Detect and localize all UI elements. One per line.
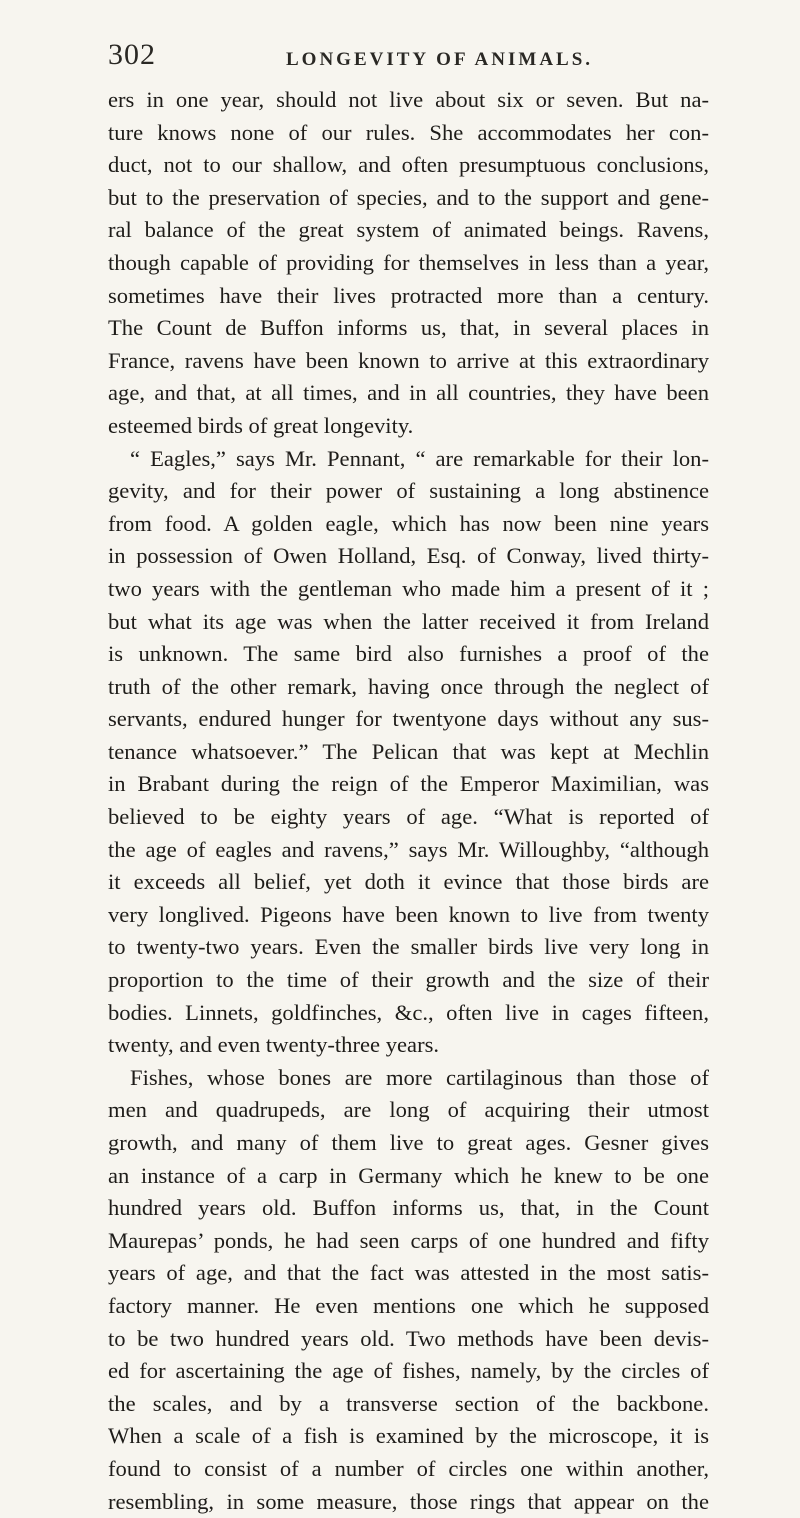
text-line: sometimes have their lives protracted more than a century.: [108, 282, 709, 308]
text-line: it exceeds all belief, yet doth it evince that those birds are: [108, 869, 709, 895]
page-number: 302: [108, 38, 156, 71]
text-line: but to the preservation of species, and to the support and gene-: [108, 184, 709, 210]
running-head: LONGEVITY OF ANIMALS.: [286, 49, 594, 70]
text-line: esteemed birds of great longevity.: [108, 412, 414, 438]
text-line: age, and that, at all times, and in all countries, they have been: [108, 380, 709, 406]
text-line: tenance whatsoever.” The Pelican that was kept at Mechlin: [108, 738, 709, 764]
text-line: proportion to the time of their growth and the size of their: [108, 967, 709, 993]
text-line: twenty, and even twenty-three years.: [108, 1032, 440, 1058]
text-line: ers in one year, should not live about six or seven. But na-: [108, 87, 709, 112]
text-line: an instance of a carp in Germany which he knew to be one: [108, 1162, 709, 1188]
text-line: to twenty-two years. Even the smaller birds live very long in: [108, 934, 709, 960]
text-line: from food. A golden eagle, which has now been nine years: [108, 510, 709, 536]
text-line: truth of the other remark, having once through the neglect of: [108, 673, 709, 699]
text-line: factory manner. He even mentions one which he supposed: [108, 1292, 709, 1318]
text-line: gevity, and for their power of sustaining a long abstinence: [108, 478, 709, 504]
text-line: hundred years old. Buffon informs us, that, in the Count: [108, 1195, 709, 1221]
text-line: in possession of Owen Holland, Esq. of Conway, lived thirty-: [108, 543, 709, 569]
body-text: [108, 84, 709, 1518]
text-line: France, ravens have been known to arrive at this extraordinary: [108, 347, 709, 373]
text-line: “ Eagles,” says Mr. Pennant, “ are remarkable for their lon-: [130, 445, 709, 471]
text-line: the scales, and by a transverse section of the backbone.: [108, 1390, 709, 1416]
text-line: very longlived. Pigeons have been known to live from twenty: [108, 901, 709, 927]
text-line: two years with the gentleman who made him a present of it ;: [108, 575, 709, 601]
text-line: men and quadrupeds, are long of acquiring their utmost: [108, 1097, 709, 1123]
text-line: The Count de Buffon informs us, that, in several places in: [108, 315, 709, 341]
text-line: the age of eagles and ravens,” says Mr. Willoughby, “although: [108, 836, 709, 862]
text-line: but what its age was when the latter received it from Ireland: [108, 608, 709, 634]
text-line: is unknown. The same bird also furnishes a proof of the: [108, 641, 709, 667]
text-line: growth, and many of them live to great ages. Gesner gives: [108, 1130, 709, 1155]
text-line: Fishes, whose bones are more cartilaginous than those of: [130, 1064, 709, 1090]
text-line: resembling, in some measure, those rings that appear on the: [108, 1488, 709, 1514]
text-line: Maurepas’ ponds, he had seen carps of one hundred and fifty: [108, 1227, 709, 1253]
text-line: ture knows none of our rules. She accommodates her con-: [108, 119, 709, 145]
text-line: years of age, and that the fact was attested in the most satis-: [108, 1260, 709, 1286]
text-line: believed to be eighty years of age. “What is reported of: [108, 804, 709, 830]
text-line: though capable of providing for themselves in less than a year,: [108, 249, 709, 275]
text-line: When a scale of a fish is examined by the microscope, it is: [108, 1423, 709, 1449]
text-line: to be two hundred years old. Two methods have been devis-: [108, 1325, 709, 1351]
page-header: [108, 38, 708, 78]
text-line: ed for ascertaining the age of fishes, namely, by the circles of: [108, 1358, 709, 1384]
text-line: bodies. Linnets, goldfinches, &c., often live in cages fifteen,: [108, 999, 709, 1025]
text-line: servants, endured hunger for twentyone days without any sus-: [108, 706, 709, 732]
text-line: duct, not to our shallow, and often presumptuous conclusions,: [108, 152, 709, 178]
text-line: found to consist of a number of circles one within another,: [108, 1455, 709, 1481]
text-line: ral balance of the great system of animated beings. Ravens,: [108, 217, 709, 243]
text-line: in Brabant during the reign of the Emperor Maximilian, was: [108, 771, 709, 797]
